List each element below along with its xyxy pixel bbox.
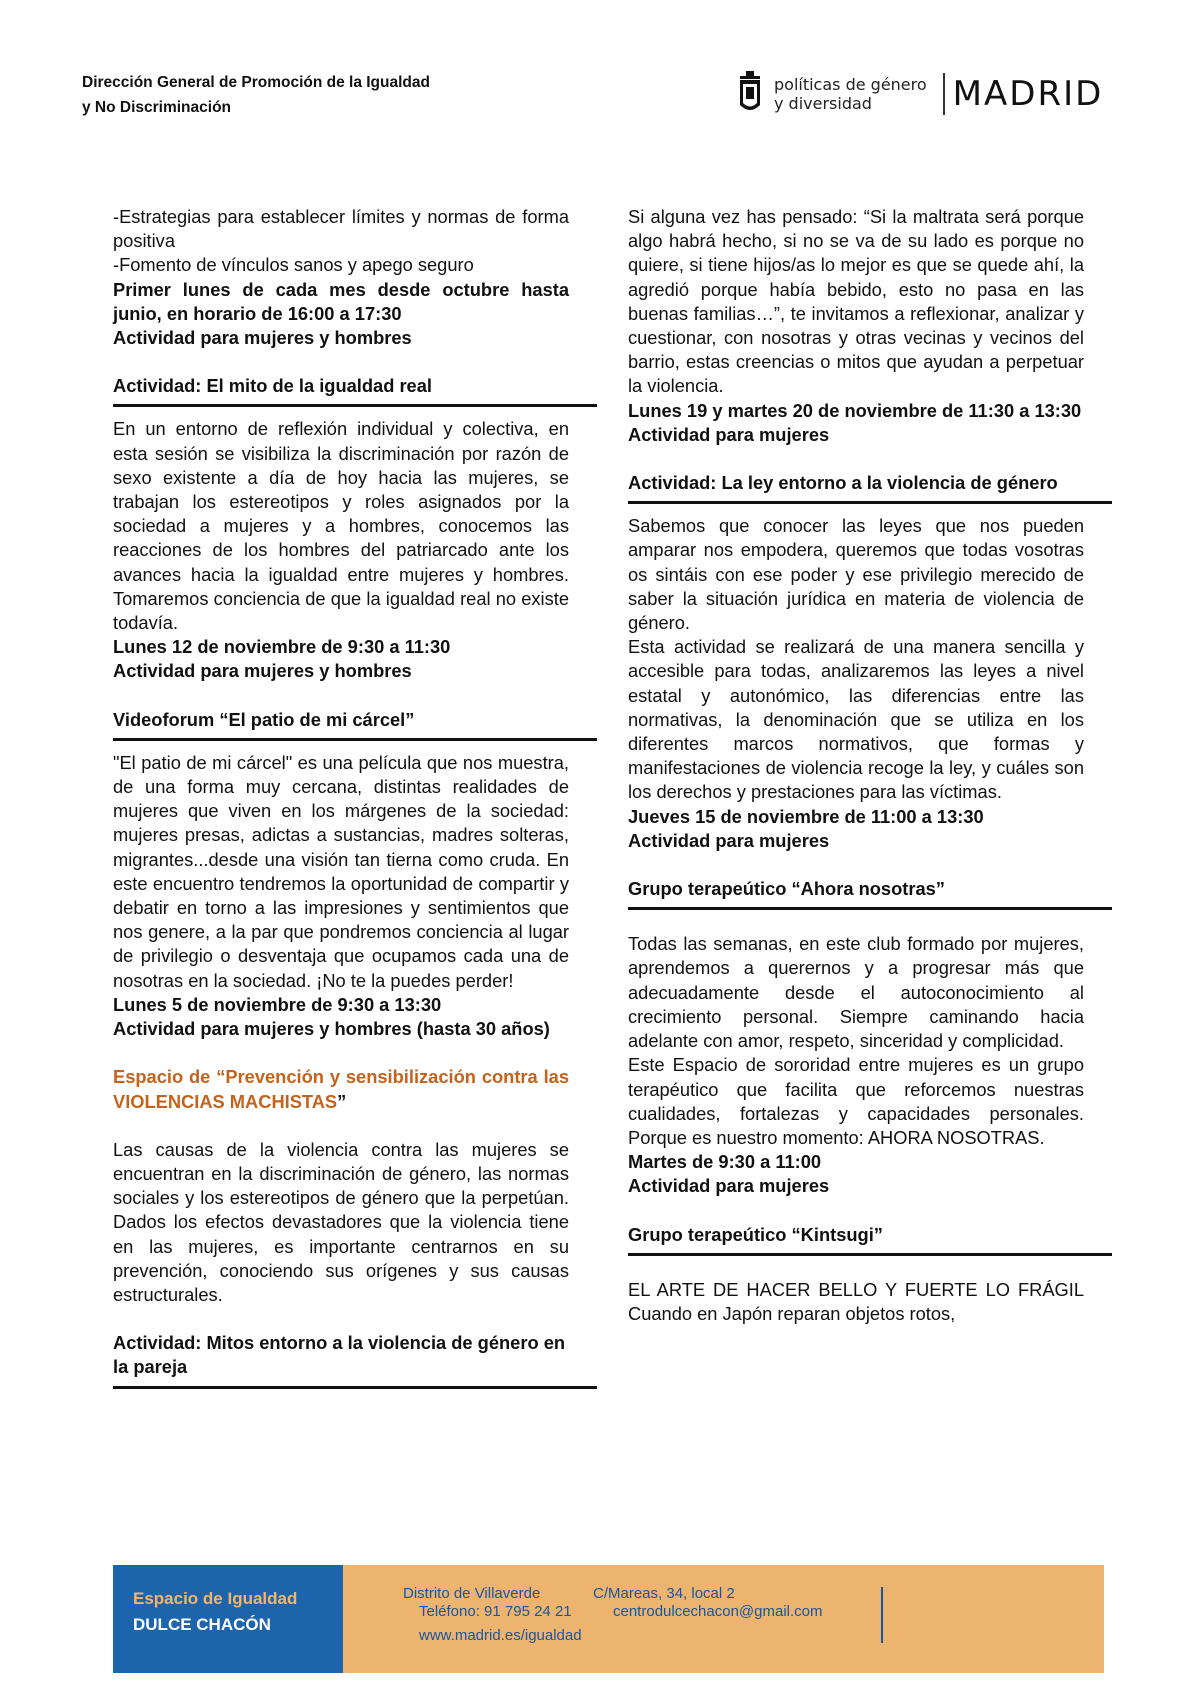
footer-address: C/Mareas, 34, local 2: [593, 1585, 735, 1602]
activity-law-body-1: Sabemos que conocer las leyes que nos pueden amparar nos empodera, queremos que todas vosotras os sintáis con ese poder y ese privilegio merecido de saber la situación jurídica en materia de violencia de género.: [628, 515, 1084, 634]
activity-myth-equality-title: Actividad: El mito de la igualdad real: [113, 375, 432, 397]
logo-city: MADRID: [952, 74, 1104, 114]
intro-item-1: -Estrategias para establecer límites y normas de forma positiva: [113, 206, 569, 252]
activity-myths-violence-body: Si alguna vez has pensado: “Si la maltrata será porque algo habrá hecho, si no se va de su lado es porque no quiere, si tiene hijos/as lo mejor es que se quede ahí, la agredió porque había bebido, esto no pasa en las buenas familias…”, te invitamos a reflexionar, analizar y cuestionar, con nosotras y otras vecinas y vecinos del barrio, estas creencias o mitos que ayudan a perpetuar la violencia.: [628, 206, 1084, 397]
footer-center-name: DULCE CHACÓN: [133, 1615, 271, 1634]
activity-myth-equality-body: En un entorno de reflexión individual y colectiva, en esta sesión se visibiliza la discriminación por razón de sexo existente a día de hoy hacia las mujeres, se trabajan los estereotipos y roles asignados por la sociedad a mujeres y a hombres, conocemos las reacciones de los hombres del patriarcado ante los avances hacia la igualdad entre mujeres y hombres. Tomaremos conciencia de que la igualdad real no existe todavía.: [113, 418, 569, 634]
section-divider: [628, 501, 1112, 504]
footer-title: Espacio de Igualdad: [133, 1589, 298, 1608]
logo-tagline: [774, 75, 927, 113]
prevention-space-title: [113, 1065, 569, 1113]
group-kintsugi-title: Grupo terapeútico “Kintsugi”: [628, 1223, 883, 1245]
logo-divider: [943, 73, 945, 115]
madrid-crest-icon: [738, 71, 762, 117]
left-column: [113, 205, 569, 1399]
activity-law-body-2: Esta actividad se realizará de una manera sencilla y accesible para todas, analizaremos las leyes a nivel estatal y autonómico, las diferencias entre las normativas, la denominación que se utiliza en los diferentes marcos normativos, que formas y manifestaciones de violencia recoge la ley, y cuáles son los derechos y prestaciones para las víctimas.: [628, 636, 1084, 803]
department-heading: [82, 70, 430, 120]
group-ahora-nosotras-body-2: Este Espacio de sororidad entre mujeres es un grupo terapéutico que facilita que reforcemos nuestras cualidades, fortalezas y capacidades personales. Porque es nuestro momento: AHORA NOSOTRAS.: [628, 1054, 1084, 1148]
logo-line-2: y diversidad: [774, 94, 872, 113]
logo-line-1: políticas de género: [774, 75, 927, 94]
prevention-space-title-text: Espacio de “Prevención y sensibilización contra las VIOLENCIAS MACHISTAS: [113, 1066, 569, 1112]
footer-divider: [881, 1587, 883, 1643]
group-ahora-nosotras-body-1: Todas las semanas, en este club formado por mujeres, aprendemos a querernos y a progresar más que adecuadamente desde el autoconocimiento al crecimiento personal. Siempre caminando hacia adelante con amor, respeto, sinceridad y complicidad.: [628, 933, 1084, 1052]
videoforum-date: Lunes 5 de noviembre de 9:30 a 13:30: [113, 993, 442, 1015]
activity-myths-violence-date: Lunes 19 y martes 20 de noviembre de 11:30 a 13:30: [628, 399, 1082, 421]
footer-band: [113, 1565, 1104, 1673]
group-ahora-nosotras-audience: Actividad para mujeres: [628, 1175, 830, 1197]
group-ahora-nosotras-date: Martes de 9:30 a 11:00: [628, 1151, 822, 1173]
videoforum-title: Videoforum “El patio de mi cárcel”: [113, 708, 415, 730]
activity-myth-equality-audience: Actividad para mujeres y hombres: [113, 660, 412, 682]
department-line-2: y No Discriminación: [82, 99, 232, 116]
footer-web-link[interactable]: www.madrid.es/igualdad: [419, 1627, 582, 1644]
section-divider: [113, 1386, 597, 1389]
madrid-logo: [738, 70, 1103, 118]
group-kintsugi-body: EL ARTE DE HACER BELLO Y FUERTE LO FRÁGIL Cuando en Japón reparan objetos rotos,: [628, 1278, 1084, 1324]
section-divider: [113, 404, 597, 407]
prevention-space-body: Las causas de la violencia contra las mujeres se encuentran en la discriminación de género, las normas sociales y los estereotipos de género que la perpetúan. Dados los efectos devastadores que la violencia tiene en las mujeres, es importante centrarnos en su prevención, conociendo sus orígenes y sus causas estructurales.: [113, 1138, 569, 1305]
section-divider: [113, 738, 597, 741]
activity-law-title: Actividad: La ley entorno a la violencia de género: [628, 472, 1058, 494]
intro-audience: Actividad para mujeres y hombres: [113, 327, 412, 349]
activity-law-date: Jueves 15 de noviembre de 11:00 a 13:30: [628, 805, 984, 827]
footer-email[interactable]: centrodulcechacon@gmail.com: [613, 1603, 823, 1620]
prevention-space-title-quote: ”: [337, 1090, 347, 1112]
intro-date: Primer lunes de cada mes desde octubre hasta junio, en horario de 16:00 a 17:30: [113, 278, 569, 324]
activity-myth-equality-date: Lunes 12 de noviembre de 9:30 a 11:30: [113, 636, 451, 658]
right-column: [628, 205, 1084, 1326]
group-ahora-nosotras-title: Grupo terapeútico “Ahora nosotras”: [628, 878, 945, 900]
activity-law-audience: Actividad para mujeres: [628, 829, 830, 851]
activity-myths-violence-audience: Actividad para mujeres: [628, 423, 830, 445]
section-divider: [628, 907, 1112, 910]
section-divider: [628, 1253, 1112, 1256]
activity-myths-violence-title: Actividad: Mitos entorno a la violencia de género en la pareja: [113, 1332, 566, 1378]
videoforum-body: "El patio de mi cárcel" es una película que nos muestra, de una forma muy cercana, distintas realidades de mujeres que viven en los márgenes de la sociedad: mujeres presas, adictas a sustancias, madres solteras, migrantes...desde una visión tan tierna como cruda. En este encuentro tendremos la oportunidad de compartir y debatir en torno a las impresiones y sentimientos que nos genere, a la par que pondremos conciencia al lugar de privilegio o desventaja que ocupamos cada una de nosotras en la sociedad. ¡No te la puedes perder!: [113, 751, 569, 991]
department-line-1: Dirección General de Promoción de la Igualdad: [82, 74, 430, 91]
videoforum-audience: Actividad para mujeres y hombres (hasta 30 años): [113, 1018, 550, 1040]
footer-brand-block: [113, 1565, 343, 1673]
intro-item-2: -Fomento de vínculos sanos y apego seguro: [113, 254, 474, 276]
footer-phone: Teléfono: 91 795 24 21: [419, 1603, 572, 1620]
footer-district: Distrito de Villaverde: [403, 1585, 541, 1602]
